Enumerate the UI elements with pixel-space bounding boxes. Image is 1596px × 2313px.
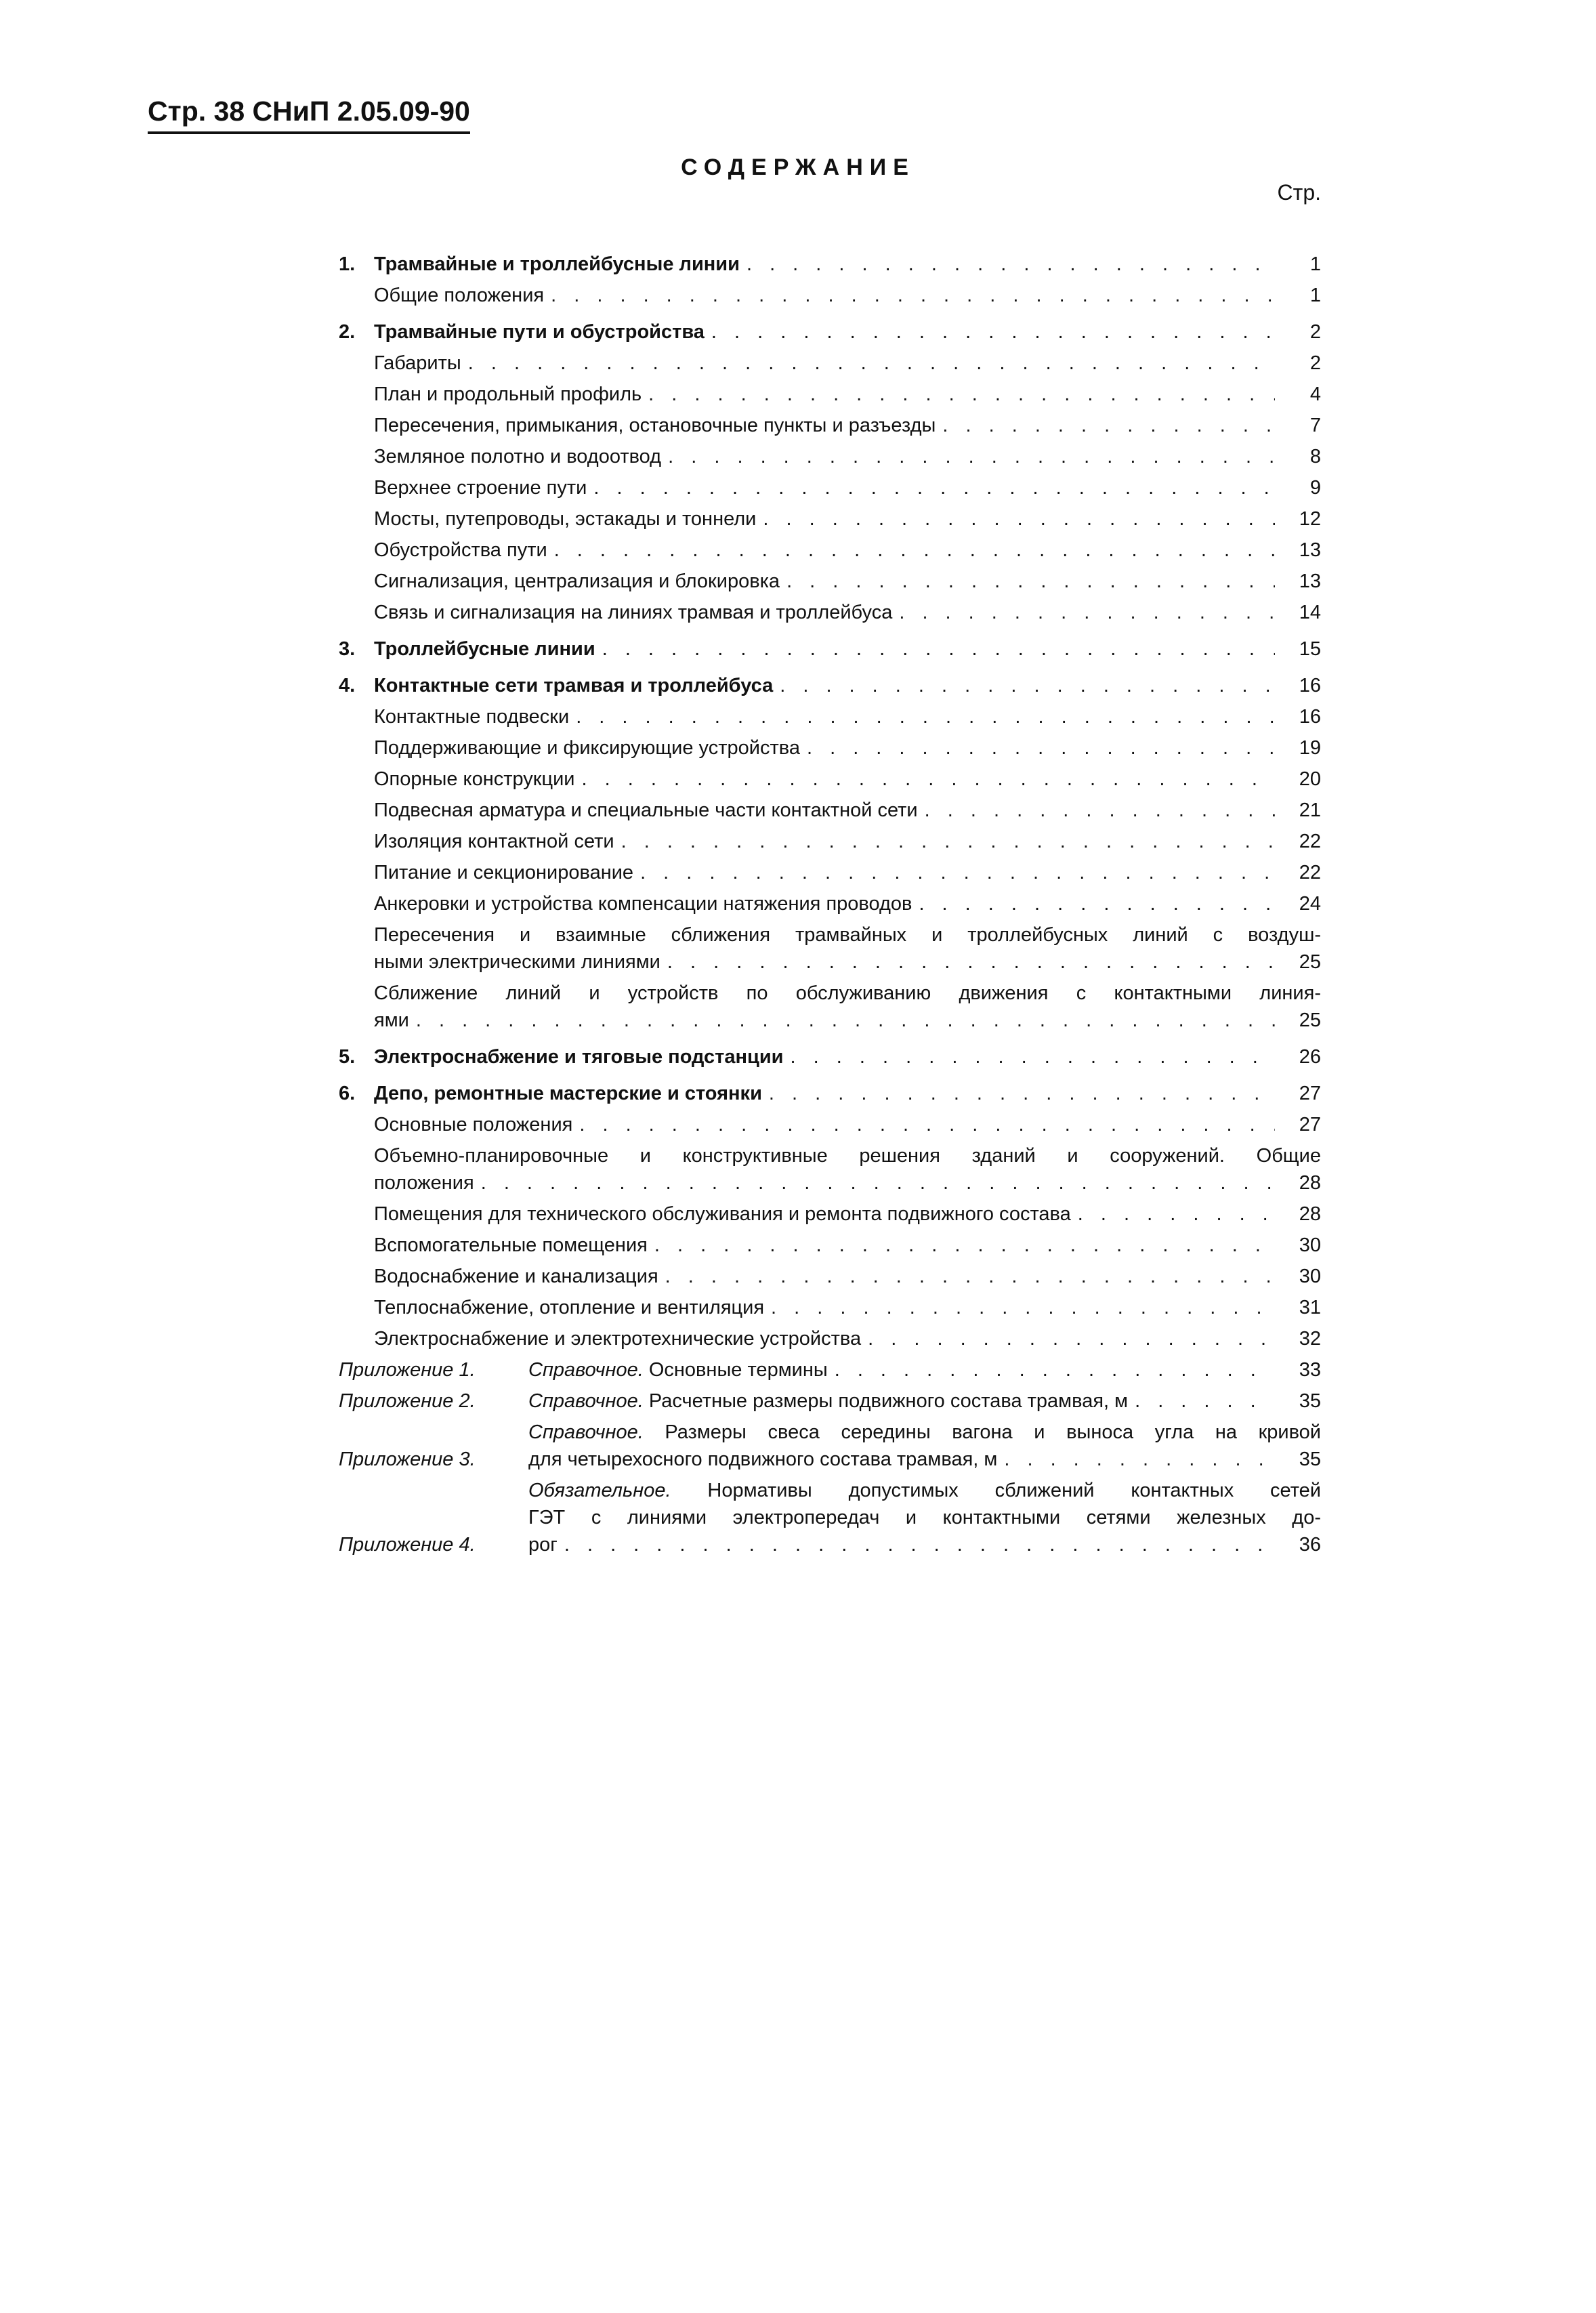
toc-entry-page: 30: [1299, 1234, 1321, 1256]
toc-entry-label: Питание и секционирование: [374, 862, 634, 883]
toc-entry-label: Электроснабжение и электротехнические устройства: [374, 1328, 862, 1350]
toc-entry-body: [374, 703, 1321, 730]
toc-entry-page: 25: [1299, 951, 1321, 973]
toc-entry-page: 26: [1299, 1046, 1321, 1068]
toc-entry-page: 28: [1299, 1203, 1321, 1225]
toc-dot-leader: [925, 797, 1275, 824]
toc-entry-page: 27: [1299, 1114, 1321, 1135]
toc-entry-page: 21: [1299, 799, 1321, 821]
toc-entry-body: [374, 443, 1321, 470]
toc-entry: [339, 1080, 1321, 1107]
toc-entry-body: [374, 1080, 1321, 1107]
toc-entry-label: План и продольный профиль: [374, 383, 642, 405]
toc-entry: [339, 1294, 1321, 1321]
toc-entry-label: Контактные сети трамвая и троллейбуса: [374, 675, 774, 696]
toc-entry-line: Объемно-планировочные и конструктивные решения зданий и сооружений. Общие: [374, 1145, 1321, 1167]
toc-entry-page: 24: [1299, 893, 1321, 915]
toc-entry-page: 4: [1309, 383, 1321, 405]
toc-dot-leader: [576, 703, 1275, 730]
toc-entry-body: [374, 734, 1321, 762]
toc-entry-label: Помещения для технического обслуживания и ремонта подвижного состава: [374, 1203, 1071, 1225]
toc-entry-label: Теплоснабжение, отопление и вентиляция: [374, 1297, 765, 1318]
toc-dot-leader: [1135, 1388, 1275, 1415]
toc-entry-page: 9: [1309, 477, 1321, 499]
toc-entry: [339, 921, 1321, 976]
toc-entry-page: 1: [1309, 253, 1321, 275]
toc-entry: [339, 282, 1321, 309]
toc-entry-page: 14: [1299, 602, 1321, 623]
toc-entry-body: [374, 318, 1321, 346]
toc-entry-line: Сближение линий и устройств по обслуживанию движения с контактными линия-: [374, 982, 1321, 1004]
toc-entry-label: Изоляция контактной сети: [374, 831, 614, 852]
toc-entry-label: Троллейбусные линии: [374, 638, 595, 660]
toc-entry: [339, 1201, 1321, 1228]
toc-entry-body: [374, 251, 1321, 278]
toc-entry-body: [374, 828, 1321, 855]
toc-entry: [339, 381, 1321, 408]
toc-entry-page: 8: [1309, 446, 1321, 467]
toc-entry-number: 3.: [339, 638, 356, 660]
toc-dot-leader: [763, 505, 1275, 533]
toc-entry-label: Вспомогательные помещения: [374, 1234, 648, 1256]
toc-entry-body: [528, 1356, 1321, 1383]
toc-entry-label: Земляное полотно и водоотвод: [374, 446, 662, 467]
toc-entry-page: 2: [1309, 321, 1321, 343]
toc-entry-label: Расчетные размеры подвижного состава трамвая, м: [648, 1390, 1129, 1412]
appendix-kind: Справочное.: [528, 1390, 649, 1412]
appendix-entry: [339, 1388, 1321, 1415]
toc-entry: [339, 1043, 1321, 1070]
toc-entry-page: 31: [1299, 1297, 1321, 1318]
toc-dot-leader: [481, 1169, 1275, 1196]
toc-entry-body: [374, 1142, 1321, 1196]
toc-entry: [339, 474, 1321, 501]
toc-entry-body: [528, 1388, 1321, 1415]
appendix-prefix: Приложение 3.: [339, 1449, 476, 1470]
toc-entry-body: [374, 1232, 1321, 1259]
toc-entry: [339, 350, 1321, 377]
toc-entry-body: [374, 350, 1321, 377]
toc-entry-number: 5.: [339, 1046, 356, 1068]
toc-dot-leader: [899, 599, 1275, 626]
toc-entry-page: 16: [1299, 675, 1321, 696]
appendix-entry: [339, 1419, 1321, 1473]
toc-dot-leader: [621, 828, 1275, 855]
toc-entry-lines: [374, 980, 1321, 1007]
toc-entry-body: [374, 635, 1321, 663]
toc-entry: [339, 672, 1321, 699]
toc-entry-label: Сигнализация, централизация и блокировка: [374, 570, 780, 592]
toc-entry-body: [374, 568, 1321, 595]
toc-entry-label: Депо, ремонтные мастерские и стоянки: [374, 1083, 762, 1104]
toc-entry-body: [528, 1419, 1321, 1473]
toc-entry-label: Опорные конструкции: [374, 768, 575, 790]
toc-entry-body: [374, 537, 1321, 564]
toc-entry-body: [374, 980, 1321, 1034]
toc-entry-label: Поддерживающие и фиксирующие устройства: [374, 737, 800, 759]
toc-entry: [339, 318, 1321, 346]
toc-entry: [339, 1263, 1321, 1290]
toc-entry-body: [374, 381, 1321, 408]
toc-entry-label: Анкеровки и устройства компенсации натяжения проводов: [374, 893, 912, 915]
toc-entry-body: [374, 921, 1321, 976]
toc-entry-number: 1.: [339, 253, 356, 275]
toc-dot-leader: [667, 949, 1275, 976]
toc-entry-page: 36: [1299, 1534, 1321, 1556]
toc-entry: [339, 980, 1321, 1034]
toc-entry: [339, 797, 1321, 824]
toc-entry-body: [374, 412, 1321, 439]
toc-entry-line: Обязательное. Нормативы допустимых сближений контактных сетей: [528, 1480, 1322, 1501]
toc-entry-body: [374, 1263, 1321, 1290]
toc-dot-leader: [807, 734, 1275, 762]
toc-dot-leader: [747, 251, 1275, 278]
toc-entry-line: Пересечения и взаимные сближения трамвайных и троллейбусных линий с воздуш-: [374, 924, 1321, 946]
appendix-prefix: Приложение 4.: [339, 1534, 476, 1556]
toc-entry-line: [528, 1531, 1321, 1558]
toc-entry-page: 15: [1299, 638, 1321, 660]
toc-entry-body: [374, 599, 1321, 626]
toc-entry: [339, 734, 1321, 762]
toc-entry-label: Верхнее строение пути: [374, 477, 587, 499]
toc-dot-leader: [554, 537, 1275, 564]
toc-entry-page: 13: [1299, 539, 1321, 561]
toc-dot-leader: [791, 1043, 1275, 1070]
toc-entry-body: [374, 672, 1321, 699]
toc-entry-lines: [374, 1142, 1321, 1169]
toc-dot-leader: [1078, 1201, 1275, 1228]
toc-entry: [339, 537, 1321, 564]
page-column-label: Стр.: [1277, 180, 1321, 205]
toc-entry-page: 27: [1299, 1083, 1321, 1104]
toc-entry-body: [374, 1294, 1321, 1321]
toc-entry: [339, 1111, 1321, 1138]
toc-entry: [339, 1142, 1321, 1196]
toc-dot-leader: [416, 1007, 1275, 1034]
toc-entry-number: 4.: [339, 675, 356, 696]
toc-dot-leader: [942, 412, 1275, 439]
toc-dot-leader: [654, 1232, 1275, 1259]
toc-entry-label: Основные термины: [648, 1359, 828, 1381]
toc-dot-leader: [769, 1080, 1275, 1107]
toc-dot-leader: [579, 1111, 1275, 1138]
toc-entry-page: 33: [1299, 1359, 1321, 1381]
toc-entry-label: Общие положения: [374, 285, 545, 306]
toc-entry-label: для четырехосного подвижного состава трамвая, м: [528, 1449, 998, 1470]
toc-dot-leader: [582, 766, 1276, 793]
toc-entry-label: Подвесная арматура и специальные части контактной сети: [374, 799, 918, 821]
toc-entry-label: Основные положения: [374, 1114, 573, 1135]
toc-entry: [339, 568, 1321, 595]
toc-entry-page: 16: [1299, 706, 1321, 728]
page-header: Стр. 38 СНиП 2.05.09-90: [148, 95, 470, 134]
toc-dot-leader: [468, 350, 1275, 377]
toc-entry-label: Мосты, путепроводы, эстакады и тоннели: [374, 508, 757, 530]
toc-entry-label: Связь и сигнализация на линиях трамвая и троллейбуса: [374, 602, 893, 623]
toc-entry-page: 2: [1309, 352, 1321, 374]
toc-entry-number: 6.: [339, 1083, 356, 1104]
toc-dot-leader: [771, 1294, 1275, 1321]
toc-entry-label: Трамвайные пути и обустройства: [374, 321, 705, 343]
toc-entry-label: Водоснабжение и канализация: [374, 1266, 658, 1287]
toc-entry-page: 20: [1299, 768, 1321, 790]
toc-entry-label: рог: [528, 1534, 558, 1556]
toc-entry-line: [374, 1007, 1321, 1034]
toc-entry-line: [528, 1446, 1321, 1473]
toc-entry-body: [528, 1477, 1321, 1558]
toc-dot-leader: [786, 568, 1275, 595]
toc-entry-page: 28: [1299, 1172, 1321, 1194]
appendix-kind: Справочное.: [528, 1421, 665, 1443]
toc-entry-lines: [528, 1477, 1321, 1531]
toc-entry: [339, 859, 1321, 886]
toc-entry-line: [374, 949, 1321, 976]
toc-entry: [339, 635, 1321, 663]
toc-entry: [339, 890, 1321, 917]
toc-entry-body: [374, 859, 1321, 886]
appendix-entry: [339, 1356, 1321, 1383]
toc-entry-number: 2.: [339, 321, 356, 343]
toc-dot-leader: [551, 282, 1275, 309]
toc-entry-label: Пересечения, примыкания, остановочные пункты и разъезды: [374, 415, 936, 436]
toc-dot-leader: [593, 474, 1275, 501]
toc-entry-label: Трамвайные и троллейбусные линии: [374, 253, 740, 275]
toc-entry: [339, 599, 1321, 626]
toc-entry-page: 12: [1299, 508, 1321, 530]
appendix-kind: Справочное.: [528, 1359, 649, 1381]
toc-entry: [339, 251, 1321, 278]
toc-entry-label: Обустройства пути: [374, 539, 547, 561]
toc-dot-leader: [1004, 1446, 1275, 1473]
toc-entry: [339, 766, 1321, 793]
toc-entry-page: 32: [1299, 1328, 1321, 1350]
appendix-kind: Обязательное.: [528, 1480, 708, 1501]
toc-entry-page: 35: [1299, 1390, 1321, 1412]
toc-dot-leader: [564, 1531, 1275, 1558]
toc-entry-body: [374, 282, 1321, 309]
toc-entry: [339, 1325, 1321, 1352]
toc-dot-leader: [668, 443, 1275, 470]
toc-entry-line: [374, 1169, 1321, 1196]
toc-entry-body: [374, 1325, 1321, 1352]
toc-dot-leader: [640, 859, 1275, 886]
toc-dot-leader: [919, 890, 1275, 917]
toc-dot-leader: [711, 318, 1275, 346]
toc-entry: [339, 703, 1321, 730]
toc-entry-body: [374, 505, 1321, 533]
toc-entry-page: 25: [1299, 1009, 1321, 1031]
toc-entry-label: Электроснабжение и тяговые подстанции: [374, 1046, 784, 1068]
toc-entry-label: Контактные подвески: [374, 706, 570, 728]
page-title: СОДЕРЖАНИЕ: [681, 154, 915, 180]
appendix-prefix: Приложение 1.: [339, 1359, 476, 1381]
toc-entry-page: 1: [1309, 285, 1321, 306]
toc-entry: [339, 412, 1321, 439]
toc-dot-leader: [602, 635, 1275, 663]
toc-entry-label: ями: [374, 1009, 409, 1031]
toc-entry-body: [374, 766, 1321, 793]
toc-entry-page: 7: [1309, 415, 1321, 436]
toc-dot-leader: [835, 1356, 1275, 1383]
toc-entry-line: Справочное. Размеры свеса середины вагона и выноса угла на кривой: [528, 1421, 1321, 1443]
toc-entry-lines: [528, 1419, 1321, 1446]
toc-entry-page: 19: [1299, 737, 1321, 759]
toc-entry-body: [374, 797, 1321, 824]
toc-entry-body: [374, 890, 1321, 917]
toc-entry-body: [374, 474, 1321, 501]
toc-entry-page: 35: [1299, 1449, 1321, 1470]
appendix-entry: [339, 1477, 1321, 1558]
appendix-prefix: Приложение 2.: [339, 1390, 476, 1412]
toc-entry: [339, 828, 1321, 855]
toc-entry-page: 22: [1299, 831, 1321, 852]
toc-entry: [339, 1232, 1321, 1259]
toc-entry-label: ными электрическими линиями: [374, 951, 660, 973]
toc-entry: [339, 443, 1321, 470]
toc-dot-leader: [780, 672, 1275, 699]
toc-dot-leader: [665, 1263, 1275, 1290]
toc-dot-leader: [868, 1325, 1275, 1352]
toc-entry-page: 13: [1299, 570, 1321, 592]
toc-entry-page: 30: [1299, 1266, 1321, 1287]
toc-entry-body: [374, 1043, 1321, 1070]
toc-entry-page: 22: [1299, 862, 1321, 883]
toc-entry-label: положения: [374, 1172, 474, 1194]
table-of-contents: [339, 251, 1321, 1558]
toc-entry: [339, 505, 1321, 533]
toc-entry-body: [374, 1201, 1321, 1228]
toc-entry-body: [374, 1111, 1321, 1138]
toc-entry-line: ГЭТ с линиями электропередач и контактными сетями железных до-: [528, 1507, 1321, 1528]
toc-entry-label: Габариты: [374, 352, 461, 374]
toc-dot-leader: [648, 381, 1275, 408]
toc-entry-lines: [374, 921, 1321, 949]
